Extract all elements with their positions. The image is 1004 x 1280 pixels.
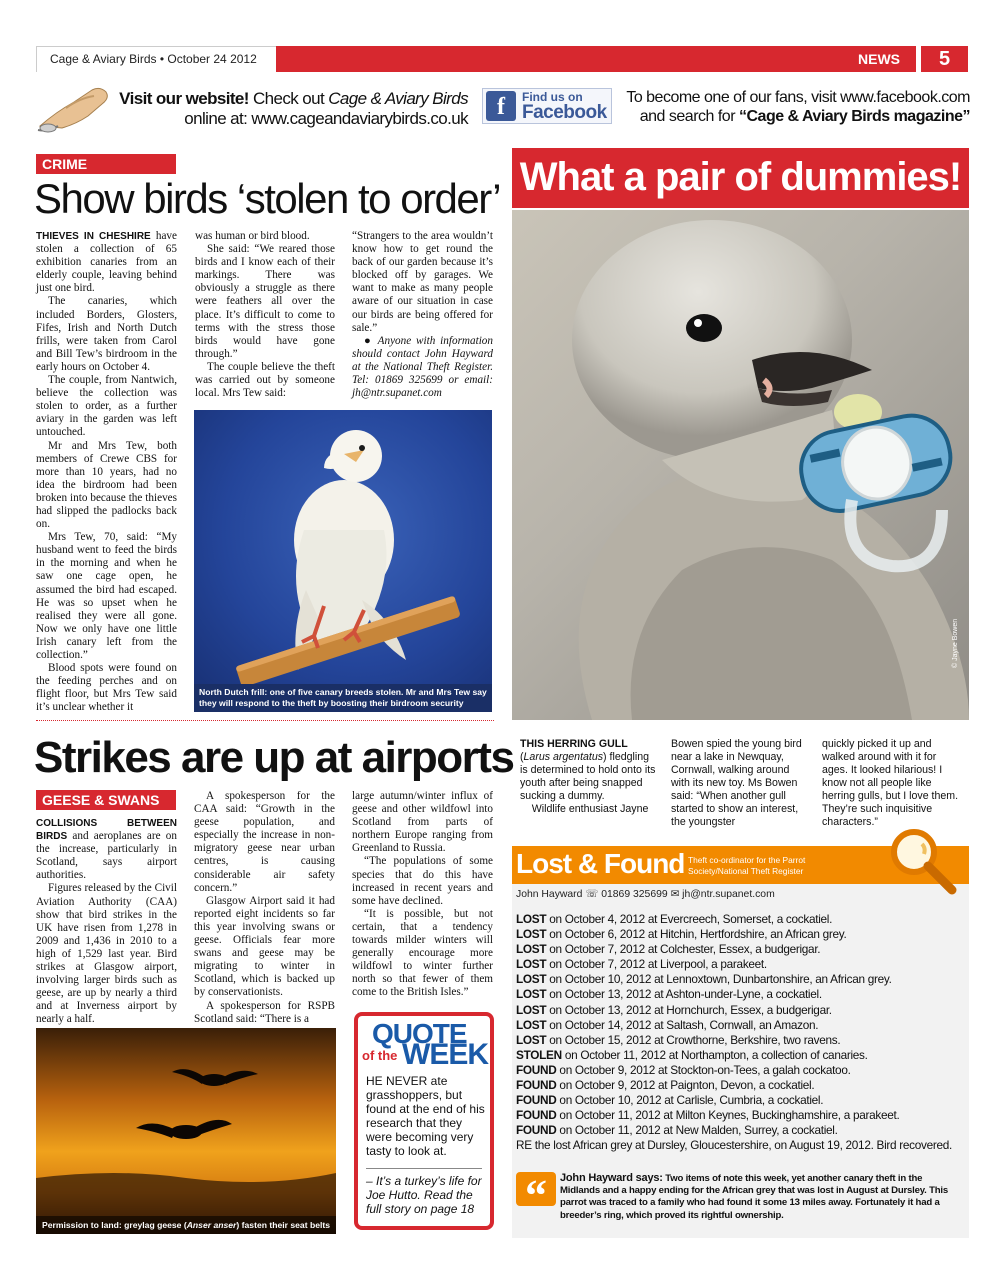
lost-found-status: FOUND [516, 1062, 557, 1077]
gull-column-3: quickly picked it up and walked around with it for ages. It looked hilarious! I know not all people like herring gulls, but I love them. They’re such inquisitive characters.” [822, 738, 959, 828]
lost-found-subtitle: Theft co-ordinator for the Parrot Society/National Theft Register [688, 855, 806, 876]
strikes-lead: COLLISIONS BETWEEN BIRDS [36, 818, 177, 843]
lost-found-item [516, 1093, 966, 1108]
lost-found-detail: on October 6, 2012 at Hitchin, Hertfordshire, an African grey. [546, 927, 847, 942]
lost-found-status: LOST [516, 912, 547, 926]
crime-paragraph: Mr and Mrs Tew, both members of Crewe CBS for more than 10 years, had no idea the birdroom had been broken into because the thieves had slipped the padlocks back on. [36, 439, 177, 531]
contact-phone: 01869 325699 [601, 889, 668, 900]
strikes-paragraph: “It is possible, but not certain, that a tendency towards milder winters will generally encourage more wildfowl to winter further north so that fewer of them come to the British Isles.” [352, 907, 493, 999]
lost-found-title: Lost & Found [516, 848, 685, 879]
quote-divider [366, 1168, 482, 1169]
gull-lead: THIS HERRING GULL [520, 738, 628, 750]
strikes-paragraph: “The populations of some species that do this have increased in recent years and some have declined. [352, 855, 493, 907]
crime-column-1 [36, 230, 177, 714]
lost-found-status: RE [516, 1138, 532, 1153]
lost-found-status: FOUND [516, 1108, 557, 1123]
lost-found-status: FOUND [516, 1093, 557, 1108]
lost-found-detail: on October 11, 2012 at New Malden, Surrey, a cockatiel. [556, 1123, 838, 1138]
strikes-paragraph: Figures released by the Civil Aviation Authority (CAA) show that bird strikes in the UK have risen from 1,278 in 2009 and 1,436 in 2010 to a high of 1,529 last year. Bird strikes at Glasgow airport, involving larger birds such as geese, are up by nearly a third and at Inverness airport by nearly a half. [36, 882, 177, 1026]
phone-icon: ☏ [585, 889, 599, 900]
page-number: 5 [918, 46, 968, 72]
contact-name: John Hayward [516, 889, 583, 900]
crime-column-2 [195, 230, 335, 400]
lost-found-detail: on October 9, 2012 at Stockton-on-Tees, a galah cockatoo. [556, 1062, 851, 1077]
strikes-headline: Strikes are up at airports [34, 733, 514, 782]
lost-found-status: LOST [516, 1002, 547, 1017]
crime-paragraph: “Strangers to the area wouldn’t know how to get round the back of our garden because it’s blocked off by garages. We want to make as many people aware of our situation in case our birds are being offered for sale.” [352, 230, 493, 334]
crime-paragraph: Mrs Tew, 70, said: “My husband went to feed the birds in the morning and when he saw one cage open, he assumed the bird had escaped. He was so upset when he realised they were all gone. Now we only have one little Irish canary left from the collection.” [36, 531, 177, 661]
lost-found-detail: on October 13, 2012 at Hornchurch, Essex, a budgerigar. [546, 1002, 832, 1017]
crime-section-tag: CRIME [36, 154, 176, 174]
lost-found-status: LOST [516, 987, 547, 1002]
website-promo [118, 89, 468, 129]
crime-paragraph [36, 230, 177, 295]
lost-found-comment [560, 1172, 964, 1222]
crime-headline: Show birds ‘stolen to order’ [34, 175, 501, 222]
website-promo-text-a: Check out [248, 89, 329, 108]
bullet-icon: ● [364, 334, 378, 347]
photo-credit: © Jayne Bowen [952, 618, 959, 668]
contact-email: jh@ntr.supanet.com [682, 889, 775, 900]
canary-photo [194, 410, 492, 712]
lost-found-detail: on October 4, 2012 at Evercreech, Somerset, a cockatiel. [546, 912, 833, 926]
lost-found-detail: on October 13, 2012 at Ashton-under-Lyne, a cockatiel. [546, 987, 822, 1002]
publication-date-line: Cage & Aviary Birds • October 24 2012 [50, 52, 257, 66]
lost-found-detail: on October 10, 2012 at Carlisle, Cumbria, a cockatiel. [556, 1093, 824, 1108]
strikes-paragraph [36, 817, 177, 882]
strikes-column-3 [352, 790, 493, 1000]
magnifier-icon [880, 826, 960, 896]
strikes-column-2 [194, 790, 335, 1026]
lost-found-detail: on October 15, 2012 at Crowthorne, Berkshire, two ravens. [546, 1032, 841, 1047]
lost-found-status: STOLEN [516, 1047, 562, 1062]
facebook-find-label: Find us on [522, 90, 583, 104]
lost-found-contact [516, 888, 916, 900]
crime-paragraph: The canaries, which included Borders, Glosters, Fifes, Irish and North Dutch frills, were taken from Carol and Bill Tew’s birdroom in the early hours on October 4. [36, 295, 177, 373]
lost-found-item [516, 1003, 966, 1018]
geese-section-tag: GEESE & SWANS [36, 790, 176, 810]
gull-illustration [512, 210, 969, 720]
website-promo-text-b: online at: www.cageandaviarybirds.co.uk [184, 109, 468, 128]
lost-found-detail: on October 11, 2012 at Northampton, a collection of canaries. [561, 1047, 868, 1062]
quote-mark-icon: “ [516, 1172, 556, 1206]
comment-author: John Hayward says: [560, 1172, 663, 1184]
quote-text: HE NEVER ate grasshoppers, but found at the end of his research that they were becoming very tasty to look at. [366, 1074, 485, 1158]
canary-illustration [194, 410, 492, 712]
gull-latin-name: Larus argentatus [523, 751, 604, 763]
quote-of-the: of the [362, 1048, 398, 1063]
lost-found-detail: the lost African grey at Dursley, Gloucestershire, on August 19, 2012. Bird recovered. [531, 1138, 953, 1153]
crime-lead: THIEVES IN CHESHIRE [36, 231, 151, 242]
crime-paragraph: was human or bird blood. [195, 230, 310, 242]
lost-found-item [516, 957, 966, 972]
email-icon: ✉ [670, 889, 680, 900]
lost-found-item [516, 912, 966, 927]
lost-found-item [516, 1123, 966, 1138]
lost-found-list [516, 912, 966, 1154]
strikes-paragraph: large autumn/winter influx of geese and other wildfowl into Scotland from parts of northern Europe ranging from Greenland to Russia. [352, 790, 493, 855]
crime-info [352, 335, 493, 400]
lost-found-status: LOST [516, 972, 547, 987]
mouse-hand-icon [36, 82, 116, 134]
website-promo-italic: Cage & Aviary Birds [328, 89, 468, 108]
strikes-paragraph: Glasgow Airport said it had reported eight incidents so far this year involving swans or geese. Officials fear more swans and geese may be migrating to winter in Scotland, which is backed up by conservationists. [194, 894, 335, 999]
lost-found-item [516, 927, 966, 942]
lost-found-detail: on October 9, 2012 at Paignton, Devon, a cockatiel. [556, 1078, 815, 1093]
lost-found-item [516, 987, 966, 1002]
dotted-divider [36, 720, 494, 721]
lost-found-detail: on October 7, 2012 at Colchester, Essex, a budgerigar. [546, 942, 821, 957]
lost-found-status: FOUND [516, 1078, 557, 1093]
lost-found-item [516, 1048, 966, 1063]
lost-found-detail: on October 14, 2012 at Saltash, Cornwall, an Amazon. [546, 1017, 819, 1032]
crime-text: have stolen a collection of 65 exhibition canaries from an elderly couple, leaving behind just one bird. [36, 230, 177, 295]
herring-gull-photo [512, 210, 969, 720]
sunset-caption-latin: Anser anser [186, 1220, 237, 1230]
facebook-promo-text: To become one of our fans, visit www.facebook.com and search for [626, 89, 970, 125]
facebook-name-label: Facebook [522, 102, 607, 123]
feature-headline: What a pair of dummies! [512, 148, 969, 208]
canary-caption: North Dutch frill: one of five canary breeds stolen. Mr and Mrs Tew say they will respond to the theft by boosting their birdroom security [194, 684, 492, 712]
lost-found-item [516, 1078, 966, 1093]
strikes-paragraph: A spokesperson for the CAA said: “Growth in the geese population, and especially the increase in non-migratory geese near urban centres, is causing considerable air safety concern.” [194, 790, 335, 894]
lost-found-status: LOST [516, 957, 547, 972]
lost-found-status: LOST [516, 927, 547, 942]
gull-column-2: Bowen spied the young bird near a lake in Newquay, Cornwall, walking around with its new toy. Ms Bowen said: “When another gull started to show an interest, the youngster [671, 738, 802, 828]
sunset-illustration [36, 1028, 336, 1234]
lost-found-item [516, 942, 966, 957]
quote-week-word: WEEK [402, 1038, 488, 1071]
lost-found-status: LOST [516, 942, 547, 957]
facebook-icon: f [486, 91, 516, 121]
gull-text: Wildlife enthusiast Jayne [531, 803, 649, 815]
facebook-promo [614, 88, 970, 126]
crime-info-text: Anyone with information should contact John Hayward at the National Theft Register. Tel: 01869 325699 or email: jh@ntr.supanet.com [352, 334, 493, 400]
lost-found-status: LOST [516, 1017, 547, 1032]
strikes-paragraph: A spokesperson for RSPB Scotland said: “There is a [194, 999, 335, 1025]
header-red-band [276, 46, 916, 72]
lost-found-item [516, 1018, 966, 1033]
section-label: NEWS [858, 51, 900, 67]
facebook-promo-bold: “Cage & Aviary Birds magazine” [738, 108, 970, 125]
lost-found-status: FOUND [516, 1123, 557, 1138]
sunset-caption-text: Permission to land: greylag geese ( [42, 1220, 187, 1230]
gull-text: ) fledgling is determined to hold onto its youth after being snapped sucking a dummy. [520, 751, 656, 802]
lost-found-item [516, 1063, 966, 1078]
crime-paragraph: She said: “We reared those birds and I know each of their markings. There was obviously a struggle as there were feathers all over the place. It’s difficult to come to terms with the stress those birds would have gone through.” [195, 243, 335, 360]
lost-found-item [516, 1108, 966, 1123]
geese-sunset-photo [36, 1028, 336, 1234]
lost-found-detail: on October 7, 2012 at Liverpool, a parakeet. [546, 957, 767, 972]
website-promo-bold: Visit our website! [119, 89, 249, 108]
sunset-caption [36, 1216, 336, 1234]
lost-found-status: LOST [516, 1032, 547, 1047]
crime-column-3 [352, 230, 493, 400]
lost-found-detail: on October 10, 2012 at Lennoxtown, Dunbartonshire, an African grey. [546, 972, 892, 987]
gull-column-1: THIS HERRING GULL (Larus argentatus) fledgling is determined to hold onto its youth after being snapped sucking a dummy. Wildlife enthusiast Jayne [520, 738, 656, 815]
comment-text: Two items of note this week, yet another canary theft in the Midlands and a happy ending for the African grey that was lost in August at Dursley. This parrot was traced to a family who had found it some 13 miles away. Fortunately it had a breeder’s ring, which proved its rightful ownership. [560, 1173, 949, 1221]
strikes-column-1 [36, 817, 177, 1027]
quote-word: QUOTE [372, 1018, 467, 1049]
quote-citation: – It’s a turkey’s life for Joe Hutto. Read the full story on page 18 [366, 1174, 482, 1216]
crime-paragraph: The couple, from Nantwich, believe the collection was stolen to order, as a further aviary in the garden was left untouched. [36, 374, 177, 439]
crime-paragraph: The couple believe the theft was carried out by someone local. Mrs Tew said: [195, 360, 335, 400]
lost-found-item [516, 1138, 966, 1153]
lost-found-item [516, 1033, 966, 1048]
crime-paragraph: Blood spots were found on the feeding perches and on flight floor, but Mrs Tew said it’s unclear whether it [36, 662, 177, 714]
lost-found-detail: on October 11, 2012 at Milton Keynes, Buckinghamshire, a parakeet. [556, 1108, 900, 1123]
strikes-text: and aeroplanes are on the increase, particularly in Scotland, says airport authorities. [36, 830, 177, 882]
sunset-caption-text: ) fasten their seat belts [236, 1220, 331, 1230]
lost-found-item [516, 972, 966, 987]
